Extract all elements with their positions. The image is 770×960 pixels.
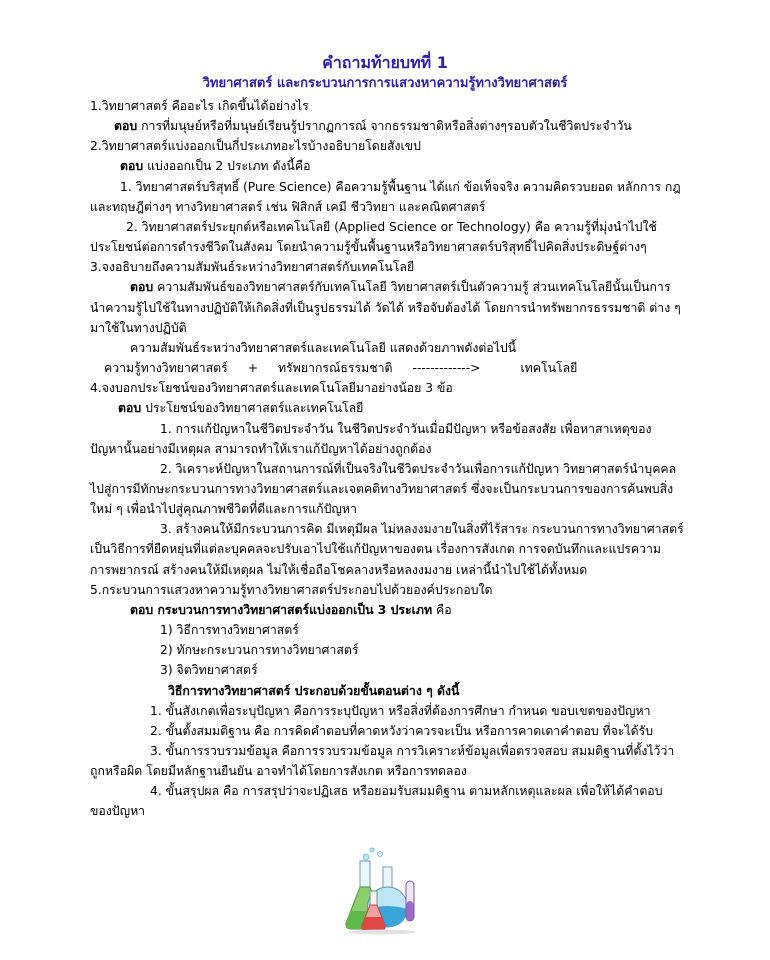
method-step-3: 3. ขั้นการรวบรวมข้อมูล คือการรวบรวมข้อมูล การวิเคราะห์ข้อมูลเพื่อตรวจสอบ สมมติฐานที่ตั้งไว้ว่าถูกหรือผิด โดยมีหลักฐานยืนยัน อาจทำได้โดยการสังเกต หรือการทดลอง: [90, 744, 675, 779]
q2-item-2: 2. วิทยาศาสตร์ประยุกต์หรือเทคโนโลยี (Applied Science or Technology) คือ ความรู้ที่มุ่งนำไปใช้ประโยชน์ต่อการดำรงชีวิตในสังคม โดยนำความรู้ขั้นพื้นฐานหรือวิทยาศาสตร์บริสุทธิ์ไปคิดสิ่งประดิษฐ์ต่างๆ: [90, 219, 657, 255]
content: [0, 96, 770, 822]
relation-flow: [90, 358, 684, 378]
process-type-2: 2) ทักษะกระบวนการทางวิทยาศาสตร์: [160, 643, 359, 658]
q4-item-1: 1. การแก้ปัญหาในชีวิตประจำวัน ในชีวิตประจำวันเมื่อมีปัญหา หรือข้อสงสัย เพื่อหาสาเหตุของปัญหานั้นอย่างมีเหตุผล สามารถทำให้เราแก้ปัญหาได้อย่างถูกต้อง: [90, 421, 652, 456]
answer-label: ตอบ: [114, 119, 138, 134]
answer-3: [90, 277, 684, 337]
page-subtitle: วิทยาศาสตร์ และกระบวนการการแสวงหาความรู้ทางวิทยาศาสตร์: [202, 76, 568, 91]
question-3: 3.จงอธิบายถึงความสัมพันธ์ระหว่างวิทยาศาสตร์กับเทคโนโลยี: [90, 260, 415, 275]
answer-text-bold: กระบวนการทางวิทยาศาสตร์แบ่งออกเป็น 3 ประเภท: [153, 602, 433, 617]
question-5: 5.กระบวนการแสวงหาความรู้ทางวิทยาศาสตร์ประกอบไปด้วยองค์ประกอบใด: [90, 582, 493, 597]
answer-label: ตอบ: [120, 159, 144, 174]
flow-resources: ทรัพยากรณ์ธรรมชาติ: [278, 361, 393, 376]
answer-1: [90, 116, 684, 136]
answer-text: ประโยชน์ของวิทยาศาสตร์และเทคโนโลยี: [141, 401, 364, 416]
answer-5: [90, 600, 684, 620]
answer-text: การที่มนุษย์หรือที่มนุษย์เรียนรู้ปรากฏการณ์ จากธรรมชาติหรือสิ่งต่างๆรอบตัวในชีวิตประจำวัน: [137, 119, 632, 134]
q4-item-3: 3. สร้างคนให้มีกระบวนการคิด มีเหตุมีผล ไม่หลงงมงายในสิ่งที่ไร้สาระ กระบวนการทางวิทยาศาสตร์เป็นวิธีการที่ยืดหยุ่นที่แต่ละบุคคลจะปรับเอาไปใช้แก้ปัญหาของตน เรื่องการสังเกต การจดบันทึกและแปรความ การพยากรณ์ สร้างคนให้มีเหตุผล ไม่ให้เชื่อถือโชคลางหรือหลงงมงาย เหล่านี้นำไปใช้ได้ทั้งหมด: [90, 522, 684, 577]
method-step-1: 1. ขั้นสังเกตเพื่อระบุปัญหา คือการระบุปัญหา หรือสิ่งที่ต้องการศึกษา กำหนด ขอบเขตของปัญหา: [150, 703, 651, 718]
flow-science: ความรู้ทางวิทยาศาสตร์: [104, 361, 228, 376]
answer-text: แบ่งออกเป็น 2 ประเภท ดังนี้คือ: [143, 159, 311, 174]
process-type-3: 3) จิตวิทยาศาสตร์: [160, 663, 258, 678]
answer-text: คือ: [432, 602, 452, 617]
flow-technology: เทคโนโลยี: [520, 361, 578, 376]
method-step-2: 2. ขั้นตั้งสมมติฐาน คือ การคิดคำตอบที่คาดหวังว่าควรจะเป็น หรือการคาดเดาคำตอบ ที่จะได้รับ: [150, 723, 654, 738]
q2-item-1: 1. วิทยาศาสตร์บริสุทธิ์ (Pure Science) คือความรู้พื้นฐาน ได้แก่ ข้อเท็จจริง ความคิดรวบยอด หลักการ กฎ และทฤษฎีต่างๆ ทางวิทยาศาสตร์ เช่น ฟิสิกส์ เคมี ชีววิทยา และคณิตศาสตร์: [90, 179, 681, 214]
answer-4: [90, 398, 684, 418]
q4-item-2: 2. วิเคราะห์ปัญหาในสถานการณ์ที่เป็นจริงในชีวิตประจำวันเพื่อการแก้ปัญหา วิทยาศาสตร์นำบุคคลไปสู่การมีทักษะกระบวนการทางวิทยาศาสตร์และเจตคติทางวิทยาศาสตร์ ซึ่งจะเป็นกระบวนการของการค้นพบสิ่งใหม่ ๆ เพื่อนำไปสู่คุณภาพชีวิตที่ดีและการแก้ปัญหา: [90, 461, 677, 517]
process-type-1: 1) วิธีการทางวิทยาศาสตร์: [160, 623, 299, 638]
flow-plus: +: [247, 361, 259, 376]
question-1: 1.วิทยาศาสตร์ คืออะไร เกิดขึ้นได้อย่างไร: [90, 99, 309, 113]
flow-arrow: ------------->: [412, 361, 481, 376]
method-heading: วิธีการทางวิทยาศาสตร์ ประกอบด้วยขั้นตอนต่าง ๆ ดังนี้: [168, 683, 460, 698]
answer-text: ความสัมพันธ์ของวิทยาศาสตร์กับเทคโนโลยี วิทยาศาสตร์เป็นตัวความรู้ ส่วนเทคโนโลยีนั้นเป็นการนำความรู้ไปใช้ในทางปฏิบัติให้เกิดสิ่งที่เป็นรูปธรรมได้ วัดได้ หรือจับต้องได้ โดยการนำทรัพยากรธรรมชาติ ต่าง ๆ มาใช้ในทางปฏิบัติ: [90, 280, 681, 335]
relation-intro: ความสัมพันธ์ระหว่างวิทยาศาสตร์และเทคโนโลยี แสดงด้วยภาพดังต่อไปนี้: [130, 340, 517, 355]
answer-label: ตอบ: [130, 602, 154, 617]
question-4: 4.จงบอกประโยชน์ของวิทยาศาสตร์และเทคโนโลยีมาอย่างน้อย 3 ข้อ: [90, 381, 453, 396]
method-step-4: 4. ขั้นสรุปผล คือ การสรุปว่าจะปฏิเสธ หรือยอมรับสมมติฐาน ตามหลักเหตุและผล เพื่อให้ได้คำตอบของปัญหา: [90, 784, 663, 819]
answer-label: ตอบ: [118, 401, 142, 416]
page-title: คำถามท้ายบทที่ 1: [322, 53, 448, 72]
answer-2: [90, 156, 684, 176]
question-2: 2.วิทยาศาสตร์แบ่งออกเป็นกี่ประเภทอะไรบ้างอธิบายโดยสังเขป: [90, 139, 421, 154]
lab-flasks-icon: [336, 845, 426, 935]
answer-label: ตอบ: [130, 280, 154, 295]
